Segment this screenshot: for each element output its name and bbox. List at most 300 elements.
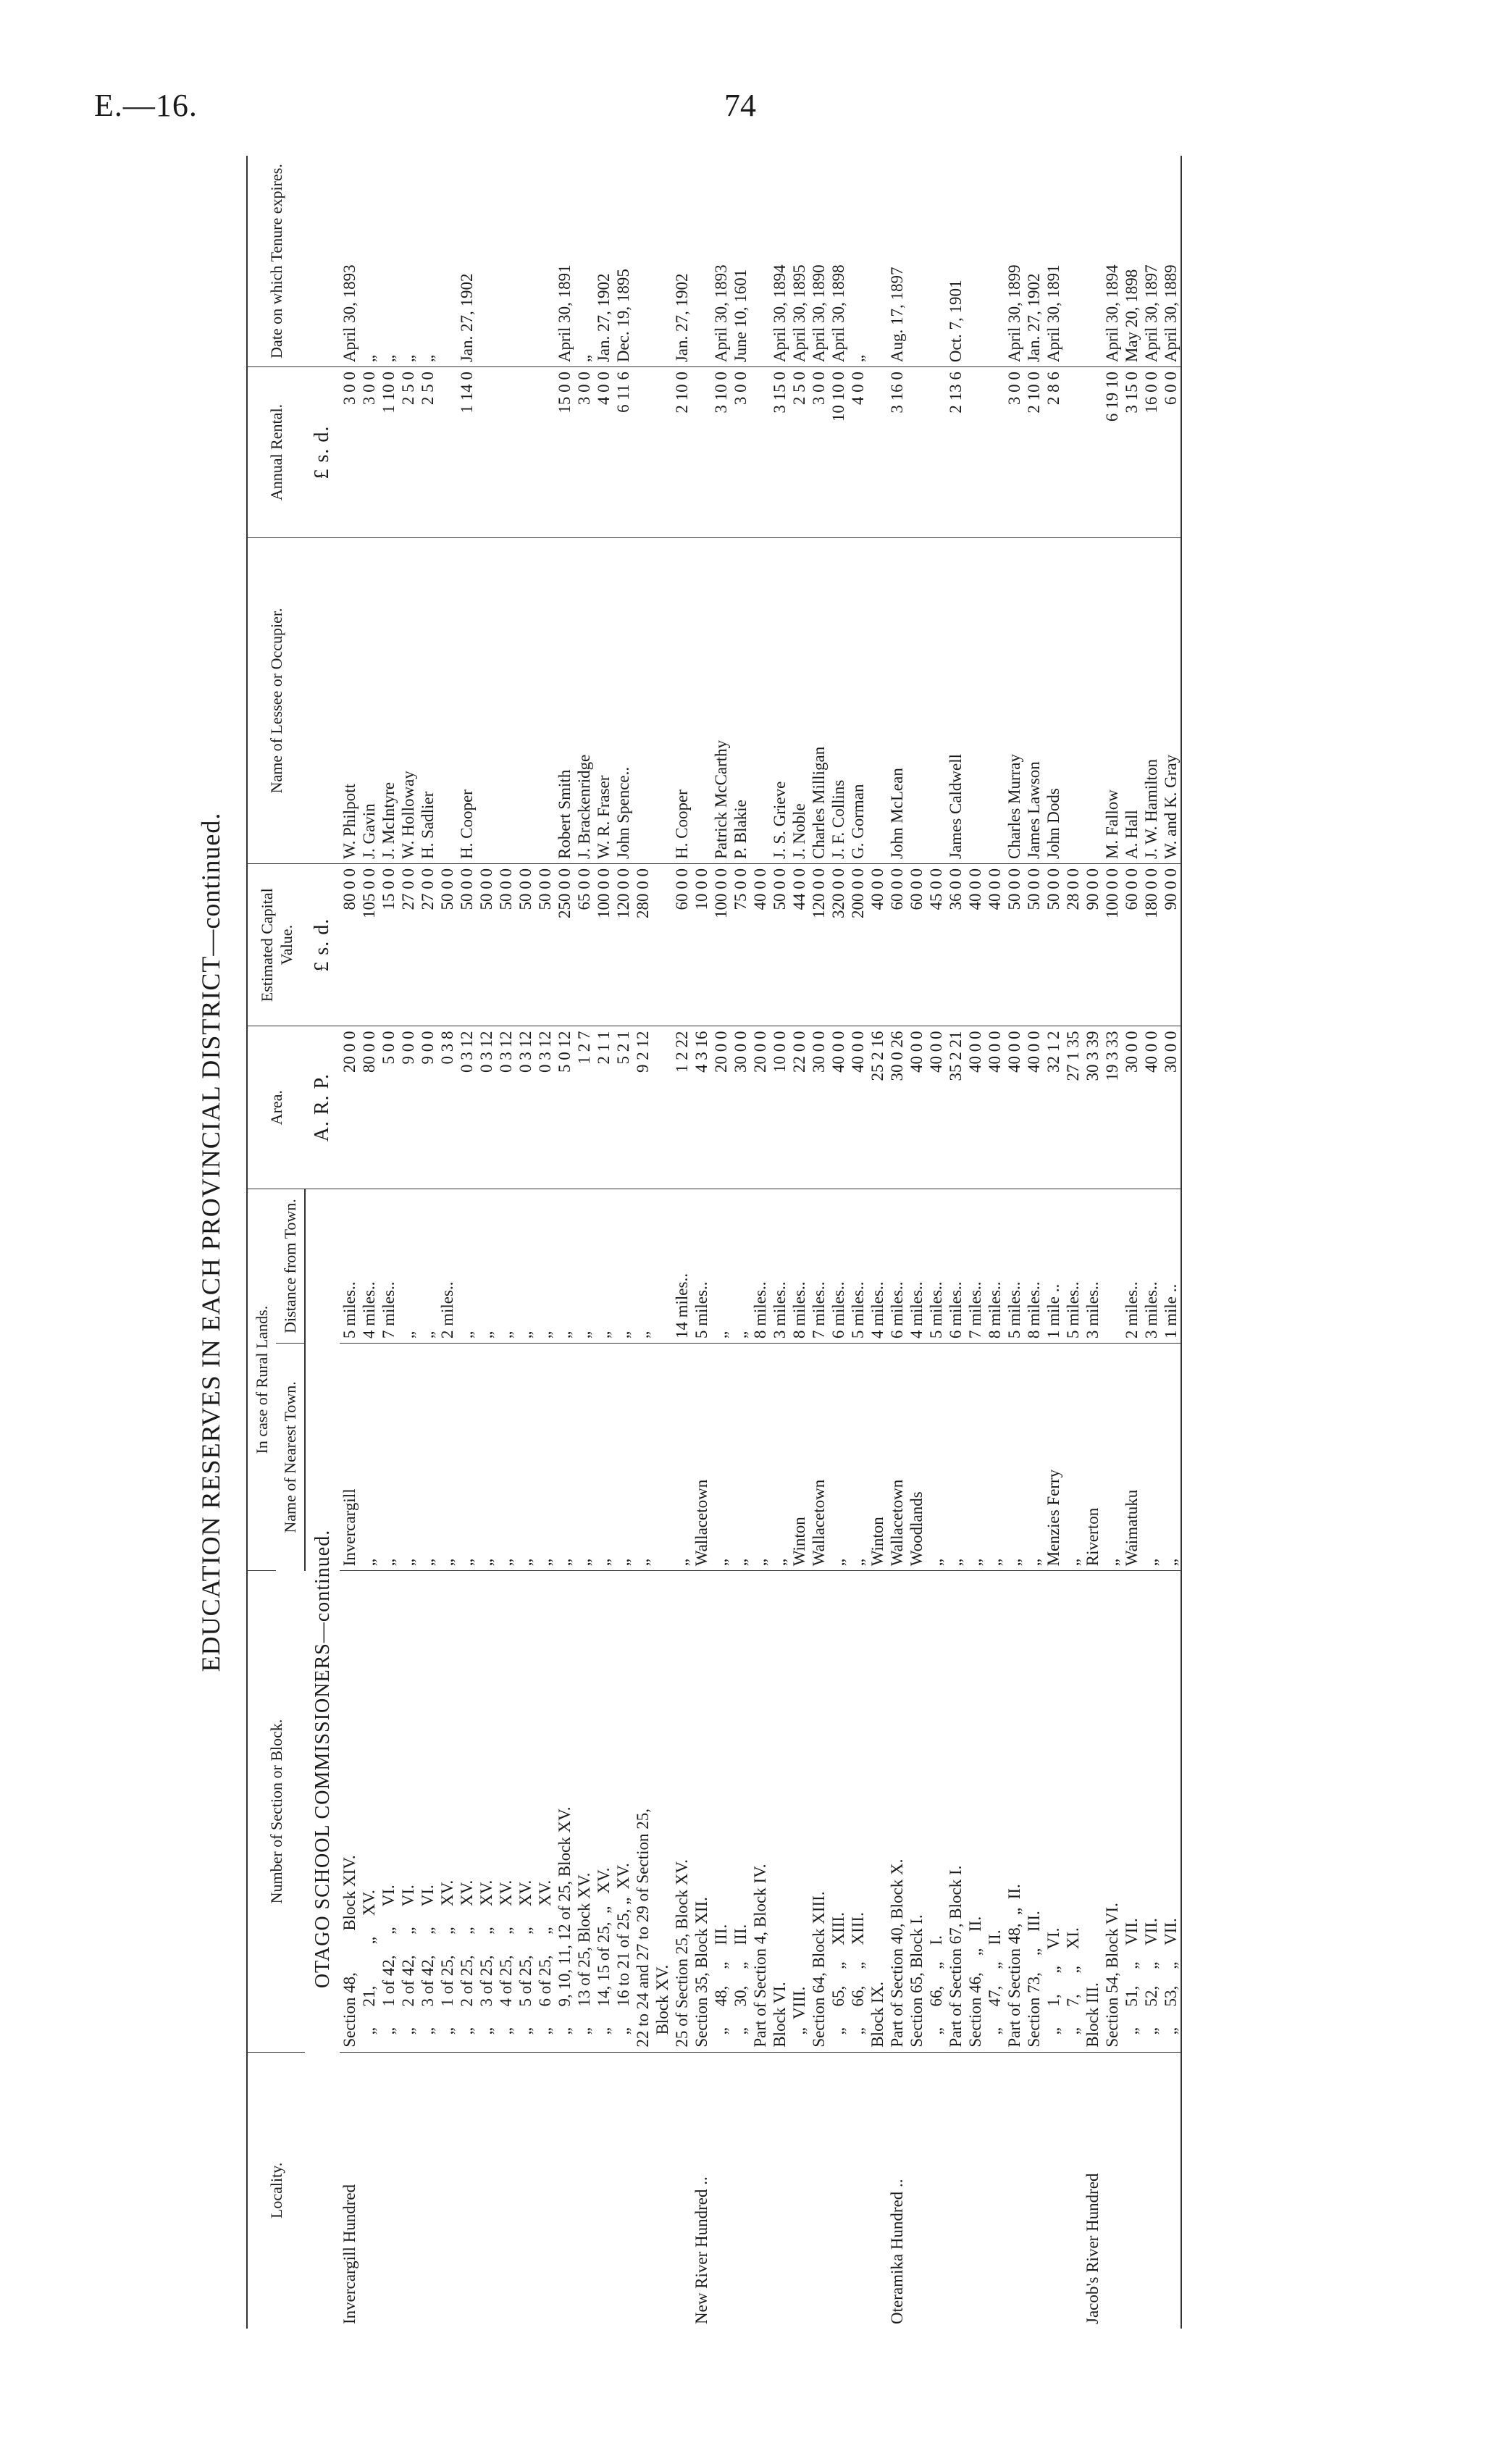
cell-rent bbox=[633, 367, 653, 538]
cell-rent bbox=[750, 367, 770, 538]
cell-sec: 22 to 24 and 27 to 29 of Section 25, bbox=[633, 1571, 653, 2052]
cell-town: „ bbox=[379, 1344, 398, 1571]
cell-date: April 30, 1891 bbox=[1044, 156, 1063, 367]
cell-dist: 6 miles.. bbox=[887, 1189, 907, 1343]
cell-rent bbox=[496, 367, 516, 538]
cell-less: James Lawson bbox=[1024, 537, 1044, 863]
cell-date: April 30, 1895 bbox=[789, 156, 809, 367]
cell-loc bbox=[770, 2052, 789, 2329]
cell-val: 10 0 0 bbox=[692, 863, 711, 1026]
cell-val: 120 0 0 bbox=[613, 863, 633, 1026]
cell-area: 30 3 39 bbox=[1083, 1026, 1102, 1189]
table-row bbox=[750, 156, 770, 2329]
cell-sec: „ 65, „ XIII. bbox=[829, 1571, 848, 2052]
cell-less: John Spence.. bbox=[613, 537, 633, 863]
cell-date bbox=[535, 156, 555, 367]
cell-rent: 2 13 6 bbox=[946, 367, 965, 538]
cell-sec: Section 64, Block XIII. bbox=[809, 1571, 829, 2052]
cell-val: 280 0 0 bbox=[633, 863, 653, 1026]
cell-loc bbox=[731, 2052, 750, 2329]
cell-less: P. Blakie bbox=[731, 537, 750, 863]
cell-area: 40 0 0 bbox=[1141, 1026, 1161, 1189]
table-row bbox=[848, 156, 868, 2329]
table-row bbox=[477, 156, 496, 2329]
cell-rent: 3 0 0 bbox=[340, 367, 359, 538]
cell-sec: „ 5 of 25, „ XV. bbox=[516, 1571, 535, 2052]
table-row bbox=[1044, 156, 1063, 2329]
cell-val: 40 0 0 bbox=[750, 863, 770, 1026]
cell-less: J. Brackenridge bbox=[574, 537, 594, 863]
cell-dist: „ bbox=[477, 1189, 496, 1343]
cell-date bbox=[907, 156, 926, 367]
cell-loc: New River Hundred .. bbox=[692, 2176, 710, 2324]
cell-date bbox=[437, 156, 457, 367]
cell-val: 27 0 0 bbox=[418, 863, 437, 1026]
cell-val: 50 0 0 bbox=[1024, 863, 1044, 1026]
table-row bbox=[457, 156, 477, 2329]
cell-val: 60 0 0 bbox=[907, 863, 926, 1026]
cell-area: 40 0 0 bbox=[1005, 1026, 1024, 1189]
cell-area: 30 0 0 bbox=[731, 1026, 750, 1189]
cell-less: W. Philpott bbox=[340, 537, 359, 863]
cell-date: April 30, 1889 bbox=[1161, 156, 1181, 367]
cell-date: Jan. 27, 1902 bbox=[1024, 156, 1044, 367]
cell-sec: Section 35, Block XII. bbox=[692, 1571, 711, 2052]
cell-rent bbox=[868, 367, 887, 538]
area-units: A. R. P. bbox=[305, 1026, 340, 1189]
cell-town: Winton bbox=[789, 1344, 809, 1571]
cell-val: 36 0 0 bbox=[946, 863, 965, 1026]
cell-rent: 3 0 0 bbox=[574, 367, 594, 538]
cell-val: 50 0 0 bbox=[770, 863, 789, 1026]
table-row bbox=[613, 156, 633, 2329]
table-row bbox=[1141, 156, 1161, 2329]
cell-less: Patrick McCarthy bbox=[711, 537, 731, 863]
cell-area: 1 2 22 bbox=[672, 1026, 692, 1189]
cell-sec: „ 48, „ III. bbox=[711, 1571, 731, 2052]
cell-loc bbox=[574, 2052, 594, 2329]
cell-dist: „ bbox=[633, 1189, 653, 1343]
cell-sec: „ 6 of 25, „ XV. bbox=[535, 1571, 555, 2052]
cell-loc bbox=[516, 2052, 535, 2329]
cell-sec: „ VIII. bbox=[789, 1571, 809, 2052]
table-row bbox=[985, 156, 1005, 2329]
cell-date bbox=[1063, 156, 1083, 367]
cell-val: 50 0 0 bbox=[437, 863, 457, 1026]
cell-loc bbox=[613, 2052, 633, 2329]
cell-date bbox=[926, 156, 946, 367]
cell-loc bbox=[594, 2052, 613, 2329]
cell-rent: 3 15 0 bbox=[1122, 367, 1141, 538]
cell-town: „ bbox=[398, 1344, 418, 1571]
cell-rent bbox=[653, 367, 672, 538]
cell-less: H. Cooper bbox=[672, 537, 692, 863]
cell-town: „ bbox=[457, 1344, 477, 1571]
cell-less bbox=[633, 537, 653, 863]
cell-rent: 15 0 0 bbox=[555, 367, 574, 538]
cell-rent: 2 10 0 bbox=[672, 367, 692, 538]
cell-val: 100 0 0 bbox=[594, 863, 613, 1026]
cell-less bbox=[653, 537, 672, 863]
cell-val: 200 0 0 bbox=[848, 863, 868, 1026]
cell-less: M. Fallow bbox=[1102, 537, 1122, 863]
cell-area: 30 0 26 bbox=[887, 1026, 907, 1189]
cell-rent: 1 10 0 bbox=[379, 367, 398, 538]
cell-sec: „ 16 to 21 of 25, „ XV. bbox=[613, 1571, 633, 2052]
cell-area: 40 0 0 bbox=[926, 1026, 946, 1189]
cell-rent: 4 0 0 bbox=[848, 367, 868, 538]
cell-rent: 2 5 0 bbox=[789, 367, 809, 538]
cell-sec: „ 30, „ III. bbox=[731, 1571, 750, 2052]
cell-rent bbox=[926, 367, 946, 538]
col-area: Area. bbox=[247, 1026, 305, 1189]
cell-rent: 2 5 0 bbox=[398, 367, 418, 538]
cell-town: „ bbox=[711, 1344, 731, 1571]
table-row bbox=[672, 156, 692, 2329]
cell-sec: Block III. bbox=[1083, 1571, 1102, 2052]
cell-dist: 14 miles.. bbox=[672, 1189, 692, 1343]
cell-date: Oct. 7, 1901 bbox=[946, 156, 965, 367]
cell-dist: 8 miles.. bbox=[1024, 1189, 1044, 1343]
cell-dist: 2 miles.. bbox=[1122, 1189, 1141, 1343]
cell-date: Jan. 27, 1902 bbox=[672, 156, 692, 367]
cell-town: „ bbox=[437, 1344, 457, 1571]
cell-val bbox=[653, 863, 672, 1026]
cell-area: 25 2 16 bbox=[868, 1026, 887, 1189]
cell-area: 30 0 0 bbox=[809, 1026, 829, 1189]
cell-area: 22 0 0 bbox=[789, 1026, 809, 1189]
cell-rent bbox=[1083, 367, 1102, 538]
cell-less bbox=[926, 537, 946, 863]
table-row bbox=[887, 156, 907, 2329]
cell-town: „ bbox=[516, 1344, 535, 1571]
cell-less: James Caldwell bbox=[946, 537, 965, 863]
cell-dist bbox=[653, 1189, 672, 1343]
cell-loc bbox=[907, 2052, 926, 2329]
cell-less: J. F. Collins bbox=[829, 537, 848, 863]
cell-rent bbox=[965, 367, 985, 538]
cell-val: 44 0 0 bbox=[789, 863, 809, 1026]
cell-val: 320 0 0 bbox=[829, 863, 848, 1026]
cell-loc: Jacob's River Hundred bbox=[1083, 2173, 1102, 2324]
cell-loc bbox=[633, 2052, 653, 2329]
col-locality: Locality. bbox=[247, 2052, 305, 2329]
cell-rent bbox=[692, 367, 711, 538]
cell-sec: Part of Section 48, „ II. bbox=[1005, 1571, 1024, 2052]
cell-sec: Section 48, Block XIV. bbox=[340, 1571, 359, 2052]
cell-loc: Invercargill Hundred bbox=[340, 2184, 358, 2324]
cell-less: Charles Murray bbox=[1005, 537, 1024, 863]
table-row bbox=[555, 156, 574, 2329]
cell-dist: „ bbox=[574, 1189, 594, 1343]
cell-dist: 8 miles.. bbox=[789, 1189, 809, 1343]
cell-sec: Part of Section 40, Block X. bbox=[887, 1571, 907, 2052]
cell-sec: „ 4 of 25, „ XV. bbox=[496, 1571, 516, 2052]
cell-sec: „ 21, „ XV. bbox=[359, 1571, 379, 2052]
cell-area: 0 3 12 bbox=[535, 1026, 555, 1189]
cell-date: „ bbox=[359, 156, 379, 367]
cell-sec: „ 53, „ VII. bbox=[1161, 1571, 1181, 2052]
cell-sec: „ 3 of 25, „ XV. bbox=[477, 1571, 496, 2052]
cell-rent: 3 0 0 bbox=[809, 367, 829, 538]
cell-val: 50 0 0 bbox=[1044, 863, 1063, 1026]
cell-loc bbox=[1024, 2052, 1044, 2329]
cell-sec: Part of Section 4, Block IV. bbox=[750, 1571, 770, 2052]
cell-less: J. W. Hamilton bbox=[1141, 537, 1161, 863]
cell-val: 28 0 0 bbox=[1063, 863, 1083, 1026]
cell-less: John McLean bbox=[887, 537, 907, 863]
cell-town: „ bbox=[672, 1344, 692, 1571]
cell-less bbox=[437, 537, 457, 863]
table-row bbox=[965, 156, 985, 2329]
cell-area: 30 0 0 bbox=[1161, 1026, 1181, 1189]
cell-town: „ bbox=[1102, 1344, 1122, 1571]
cell-date: Jan. 27, 1902 bbox=[457, 156, 477, 367]
cell-sec: „ 52, „ VII. bbox=[1141, 1571, 1161, 2052]
cell-dist: 8 miles.. bbox=[985, 1189, 1005, 1343]
cell-area: 80 0 0 bbox=[359, 1026, 379, 1189]
cell-sec: „ 66, „ I. bbox=[926, 1571, 946, 2052]
cell-town: Woodlands bbox=[907, 1344, 926, 1571]
table-row bbox=[340, 156, 359, 2329]
cell-town: „ bbox=[496, 1344, 516, 1571]
cell-date: April 30, 1893 bbox=[711, 156, 731, 367]
cell-loc bbox=[711, 2052, 731, 2329]
cell-val: 50 0 0 bbox=[477, 863, 496, 1026]
cell-dist: 3 miles.. bbox=[770, 1189, 789, 1343]
cell-val: 250 0 0 bbox=[555, 863, 574, 1026]
value-units: £ s. d. bbox=[305, 863, 340, 1026]
cell-less bbox=[750, 537, 770, 863]
cell-sec: „ 1 of 25, „ XV. bbox=[437, 1571, 457, 2052]
table-row bbox=[516, 156, 535, 2329]
cell-sec: „ 66, „ XIII. bbox=[848, 1571, 868, 2052]
cell-val: 90 0 0 bbox=[1161, 863, 1181, 1026]
cell-area: 10 0 0 bbox=[770, 1026, 789, 1189]
cell-date: April 30, 1898 bbox=[829, 156, 848, 367]
cell-loc bbox=[418, 2052, 437, 2329]
cell-area: 0 3 12 bbox=[496, 1026, 516, 1189]
cell-town: Wallacetown bbox=[887, 1344, 907, 1571]
cell-dist: 6 miles.. bbox=[946, 1189, 965, 1343]
cell-dist: 4 miles.. bbox=[359, 1189, 379, 1343]
col-rural: In case of Rural Lands. bbox=[247, 1189, 276, 1570]
cell-less bbox=[477, 537, 496, 863]
cell-date bbox=[633, 156, 653, 367]
cell-area: 4 3 16 bbox=[692, 1026, 711, 1189]
table-row bbox=[1083, 156, 1102, 2329]
cell-town: Waimatuku bbox=[1122, 1344, 1141, 1571]
cell-less bbox=[1083, 537, 1102, 863]
education-reserves-table bbox=[246, 156, 1182, 2329]
cell-area: 20 0 0 bbox=[711, 1026, 731, 1189]
cell-town: Riverton bbox=[1083, 1344, 1102, 1571]
cell-rent: 3 0 0 bbox=[359, 367, 379, 538]
cell-less bbox=[496, 537, 516, 863]
cell-val: 45 0 0 bbox=[926, 863, 946, 1026]
cell-area: 20 0 0 bbox=[340, 1026, 359, 1189]
table-row bbox=[437, 156, 457, 2329]
cell-less: Charles Milligan bbox=[809, 537, 829, 863]
table-row bbox=[789, 156, 809, 2329]
table-row bbox=[1161, 156, 1181, 2329]
cell-date: „ bbox=[848, 156, 868, 367]
cell-val: 27 0 0 bbox=[398, 863, 418, 1026]
cell-town: „ bbox=[965, 1344, 985, 1571]
cell-date: „ bbox=[418, 156, 437, 367]
cell-area: 9 2 12 bbox=[633, 1026, 653, 1189]
cell-dist bbox=[1102, 1189, 1122, 1343]
cell-loc bbox=[985, 2052, 1005, 2329]
cell-loc bbox=[848, 2052, 868, 2329]
cell-sec: „ 1, „ VI. bbox=[1044, 1571, 1063, 2052]
cell-rent: 3 0 0 bbox=[731, 367, 750, 538]
cell-rent bbox=[907, 367, 926, 538]
col-value: Estimated Capital Value. bbox=[247, 863, 305, 1026]
cell-date bbox=[750, 156, 770, 367]
cell-rent: 6 11 6 bbox=[613, 367, 633, 538]
cell-dist: „ bbox=[496, 1189, 516, 1343]
cell-rent: 2 10 0 bbox=[1024, 367, 1044, 538]
cell-sec: „ 7, „ XI. bbox=[1063, 1571, 1083, 2052]
cell-date: April 30, 1897 bbox=[1141, 156, 1161, 367]
cell-date: „ bbox=[574, 156, 594, 367]
table-row bbox=[946, 156, 965, 2329]
cell-area: 9 0 0 bbox=[398, 1026, 418, 1189]
cell-val: 50 0 0 bbox=[457, 863, 477, 1026]
cell-dist: „ bbox=[594, 1189, 613, 1343]
cell-loc bbox=[1161, 2052, 1181, 2329]
table-row bbox=[653, 156, 672, 2329]
cell-dist: „ bbox=[535, 1189, 555, 1343]
cell-sec: Section 54, Block VI. bbox=[1102, 1571, 1122, 2052]
cell-rent bbox=[437, 367, 457, 538]
cell-town: Wallacetown bbox=[692, 1344, 711, 1571]
cell-less bbox=[985, 537, 1005, 863]
page-number: 74 bbox=[724, 88, 756, 123]
cell-loc: Oteramika Hundred .. bbox=[888, 2179, 906, 2324]
cell-rent: 3 16 0 bbox=[887, 367, 907, 538]
cell-town: Wallacetown bbox=[809, 1344, 829, 1571]
cell-town: „ bbox=[633, 1344, 653, 1571]
cell-loc bbox=[965, 2052, 985, 2329]
cell-date bbox=[516, 156, 535, 367]
section-heading: OTAGO SCHOOL COMMISSIONERS—continued. bbox=[311, 1529, 334, 1989]
cell-dist: „ bbox=[398, 1189, 418, 1343]
cell-rent: 6 0 0 bbox=[1161, 367, 1181, 538]
table-row bbox=[1102, 156, 1122, 2329]
col-rental: Annual Rental. bbox=[247, 367, 305, 538]
cell-area: 1 2 7 bbox=[574, 1026, 594, 1189]
table-row bbox=[692, 156, 711, 2329]
cell-val: 60 0 0 bbox=[672, 863, 692, 1026]
cell-loc bbox=[829, 2052, 848, 2329]
cell-town: Winton bbox=[868, 1344, 887, 1571]
cell-loc bbox=[653, 2052, 672, 2329]
cell-loc bbox=[398, 2052, 418, 2329]
cell-dist: 4 miles.. bbox=[907, 1189, 926, 1343]
cell-dist: 1 mile .. bbox=[1044, 1189, 1063, 1343]
cell-town: „ bbox=[1141, 1344, 1161, 1571]
cell-town: „ bbox=[946, 1344, 965, 1571]
table-row bbox=[829, 156, 848, 2329]
cell-val: 75 0 0 bbox=[731, 863, 750, 1026]
cell-town: „ bbox=[829, 1344, 848, 1571]
cell-less: J. McIntyre bbox=[379, 537, 398, 863]
cell-town: „ bbox=[594, 1344, 613, 1571]
cell-val: 90 0 0 bbox=[1083, 863, 1102, 1026]
cell-area: 27 1 35 bbox=[1063, 1026, 1083, 1189]
cell-dist: 7 miles.. bbox=[809, 1189, 829, 1343]
cell-dist: „ bbox=[516, 1189, 535, 1343]
cell-dist: „ bbox=[457, 1189, 477, 1343]
cell-area: 9 0 0 bbox=[418, 1026, 437, 1189]
table-row bbox=[496, 156, 516, 2329]
cell-dist: 7 miles.. bbox=[379, 1189, 398, 1343]
cell-loc bbox=[359, 2052, 379, 2329]
cell-rent: 1 14 0 bbox=[457, 367, 477, 538]
cell-val: 50 0 0 bbox=[535, 863, 555, 1026]
cell-dist: 3 miles.. bbox=[1083, 1189, 1102, 1343]
cell-loc bbox=[926, 2052, 946, 2329]
cell-rent: 10 10 0 bbox=[829, 367, 848, 538]
cell-area: 0 3 12 bbox=[477, 1026, 496, 1189]
cell-sec: „ 9, 10, 11, 12 of 25, Block XV. bbox=[555, 1571, 574, 2052]
cell-town: „ bbox=[926, 1344, 946, 1571]
cell-less bbox=[907, 537, 926, 863]
cell-less: W. R. Fraser bbox=[594, 537, 613, 863]
cell-town: „ bbox=[613, 1344, 633, 1571]
cell-loc bbox=[1102, 2052, 1122, 2329]
cell-val: 65 0 0 bbox=[574, 863, 594, 1026]
cell-town: „ bbox=[574, 1344, 594, 1571]
cell-area: 30 0 0 bbox=[1122, 1026, 1141, 1189]
table-row bbox=[1024, 156, 1044, 2329]
cell-rent: 3 0 0 bbox=[1005, 367, 1024, 538]
cell-area bbox=[653, 1026, 672, 1189]
cell-val: 60 0 0 bbox=[887, 863, 907, 1026]
table-row bbox=[535, 156, 555, 2329]
cell-val: 50 0 0 bbox=[1005, 863, 1024, 1026]
cell-date: Jan. 27, 1902 bbox=[594, 156, 613, 367]
cell-dist: 3 miles.. bbox=[1141, 1189, 1161, 1343]
table-row bbox=[809, 156, 829, 2329]
cell-dist: 5 miles.. bbox=[926, 1189, 946, 1343]
cell-town: „ bbox=[555, 1344, 574, 1571]
cell-less bbox=[1063, 537, 1083, 863]
cell-less: W. and K. Gray bbox=[1161, 537, 1181, 863]
cell-date bbox=[653, 156, 672, 367]
cell-dist: 4 miles.. bbox=[868, 1189, 887, 1343]
cell-loc bbox=[1044, 2052, 1063, 2329]
cell-val: 60 0 0 bbox=[1122, 863, 1141, 1026]
cell-sec: „ 1 of 42, „ VI. bbox=[379, 1571, 398, 2052]
table-row bbox=[418, 156, 437, 2329]
table-row bbox=[594, 156, 613, 2329]
cell-val: 180 0 0 bbox=[1141, 863, 1161, 1026]
cell-loc bbox=[496, 2052, 516, 2329]
table-row bbox=[398, 156, 418, 2329]
cell-rent: 3 15 0 bbox=[770, 367, 789, 538]
cell-loc bbox=[535, 2052, 555, 2329]
cell-loc bbox=[379, 2052, 398, 2329]
cell-date bbox=[496, 156, 516, 367]
cell-area: 40 0 0 bbox=[985, 1026, 1005, 1189]
cell-dist: 6 miles.. bbox=[829, 1189, 848, 1343]
cell-sec: Section 65, Block I. bbox=[907, 1571, 926, 2052]
cell-val: 40 0 0 bbox=[965, 863, 985, 1026]
cell-val: 40 0 0 bbox=[868, 863, 887, 1026]
